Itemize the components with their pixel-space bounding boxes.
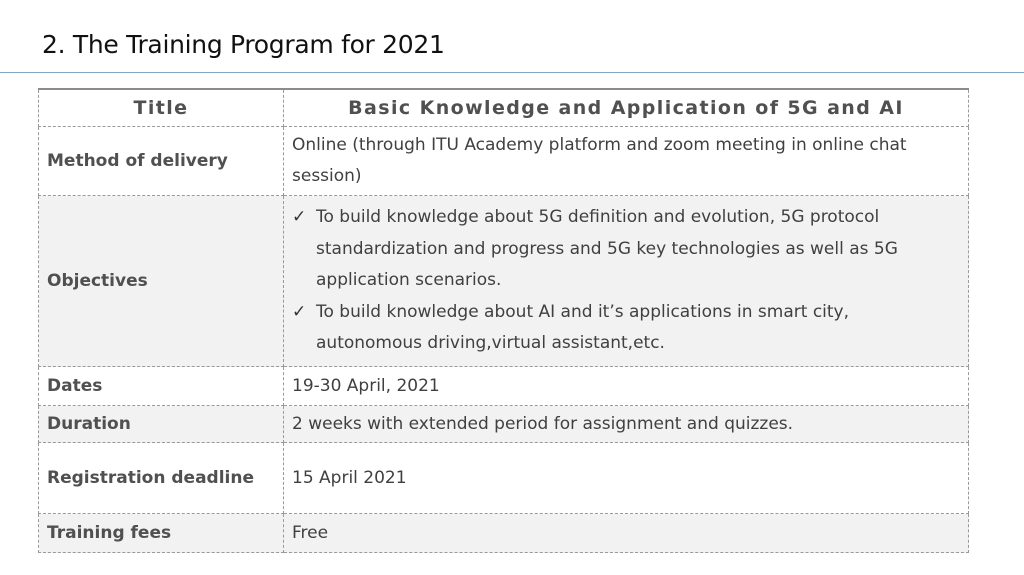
objective-text: To build knowledge about AI and it’s applications in smart city, autonomous driving,virtual assistant,etc.: [316, 301, 850, 354]
objectives-value: [284, 196, 969, 367]
fees-label: Training fees: [39, 514, 284, 553]
method-value: Online (through ITU Academy platform and zoom meeting in online chat session): [284, 127, 969, 196]
registration-label: Registration deadline: [39, 443, 284, 514]
check-icon: ✓: [292, 207, 307, 228]
table-row-registration: [39, 443, 969, 514]
table-row-dates: [39, 367, 969, 406]
method-label: Method of delivery: [39, 127, 284, 196]
title-divider: [0, 72, 1024, 73]
dates-label: Dates: [39, 367, 284, 406]
table-row-duration: [39, 406, 969, 443]
list-item: [292, 297, 960, 360]
list-item: [292, 202, 960, 297]
dates-value: 19-30 April, 2021: [284, 367, 969, 406]
header-value-cell: Basic Knowledge and Application of 5G and AI: [284, 89, 969, 127]
duration-value: 2 weeks with extended period for assignment and quizzes.: [284, 406, 969, 443]
header-label-cell: Title: [39, 89, 284, 127]
objective-text: To build knowledge about 5G definition and evolution, 5G protocol standardization and progress and 5G key technologies as well as 5G application scenarios.: [316, 207, 898, 291]
table-row-fees: [39, 514, 969, 553]
objectives-label: Objectives: [39, 196, 284, 367]
duration-label: Duration: [39, 406, 284, 443]
table-header-row: [39, 89, 969, 127]
fees-value: Free: [284, 514, 969, 553]
objectives-list: [292, 202, 960, 360]
training-program-table: [38, 88, 969, 553]
slide-title: 2. The Training Program for 2021: [42, 30, 445, 59]
table-row-objectives: [39, 196, 969, 367]
registration-value: 15 April 2021: [284, 443, 969, 514]
check-icon: ✓: [292, 301, 307, 322]
table-row-method: [39, 127, 969, 196]
